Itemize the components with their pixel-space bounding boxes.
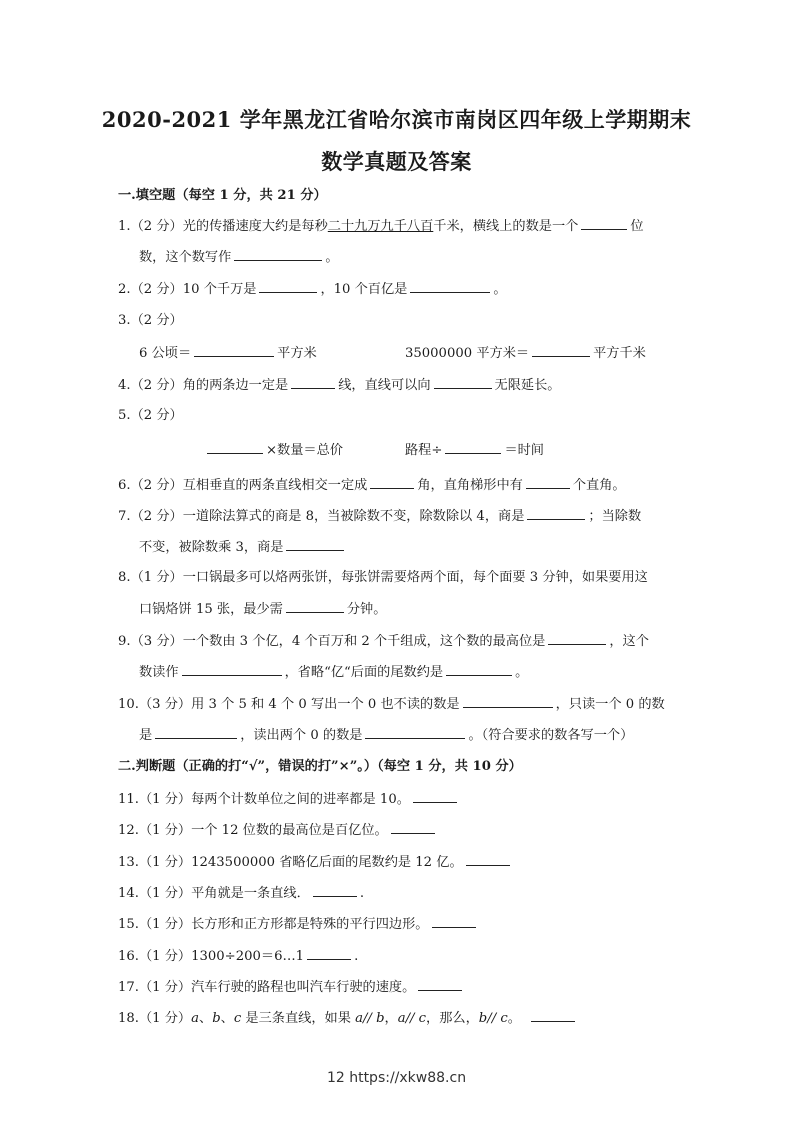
answer-blank[interactable] [466,852,510,866]
answer-blank[interactable] [531,1008,575,1022]
question-5: 5.（2 分） [118,408,183,423]
answer-blank[interactable] [307,946,351,960]
question-3-part-b: 35000000 平方米＝ 平方千米 [405,343,646,364]
question-5-part-a: ×数量＝总价 [204,440,343,461]
answer-blank[interactable] [155,725,237,739]
answer-blank[interactable] [445,440,501,454]
answer-blank[interactable] [259,279,317,293]
section-2-heading: 二.判断题（正确的打“√”，错误的打”×”。）（每空 1 分，共 10 分） [118,759,522,774]
answer-blank[interactable] [194,343,274,357]
question-6: 6.（2 分）互相垂直的两条直线相交一定成 角，直角梯形中有 个直角。 [118,475,626,496]
question-12: 12.（1 分）一个 12 位数的最高位是百亿位。 [118,820,438,841]
question-8: 8.（1 分）一口锅最多可以烙两张饼，每张饼需要烙两个面，每个面要 3 分钟，如果要用这 [118,570,648,585]
answer-blank[interactable] [313,883,357,897]
answer-blank[interactable] [291,375,335,389]
title-line-1: 2020-2021 学年黑龙江省哈尔滨市南岗区四年级上学期期末 [101,107,692,132]
question-7: 7.（2 分）一道除法算式的商是 8，当被除数不变，除数除以 4，商是 ；当除数 [118,506,641,527]
answer-blank[interactable] [432,914,476,928]
question-13: 13.（1 分）1243500000 省略亿后面的尾数约是 12 亿。 [118,852,513,873]
section-1-heading: 一.填空题（每空 1 分，共 21 分） [118,188,327,203]
question-10-cont: 是 ，读出两个 0 的数是 。（符合要求的数各写一个） [139,725,633,746]
question-14: 14.（1 分）平角就是一条直线． . [118,883,364,904]
answer-blank[interactable] [463,694,553,708]
question-1: 1.（2 分）光的传播速度大约是每秒二十九万九千八百千米，横线上的数是一个 位 [118,216,644,237]
answer-blank[interactable] [365,725,465,739]
answer-blank[interactable] [532,343,590,357]
question-5-part-b: 路程÷ ＝时间 [405,440,544,461]
page-footer: 12 https://xkw88.cn [326,1070,467,1086]
question-1-cont: 数，这个数写作 。 [139,247,339,268]
title-line-2: 数学真题及答案 [321,149,472,174]
question-18: 18.（1 分）a、b、c 是三条直线，如果 a// b，a// c，那么，b// c。 [118,1008,578,1029]
question-15: 15.（1 分）长方形和正方形都是特殊的平行四边形。 [118,914,479,935]
question-10: 10.（3 分）用 3 个 5 和 4 个 0 写出一个 0 也不读的数是 ，只读一个 0 的数 [118,694,665,715]
answer-blank[interactable] [182,662,282,676]
answer-blank[interactable] [434,375,492,389]
answer-blank[interactable] [413,789,457,803]
question-3-part-a: 6 公顷＝ 平方米 [139,343,317,364]
answer-blank[interactable] [391,820,435,834]
answer-blank[interactable] [410,279,490,293]
answer-blank[interactable] [446,662,512,676]
answer-blank[interactable] [526,475,570,489]
answer-blank[interactable] [527,506,585,520]
question-7-cont: 不变，被除数乘 3，商是 [139,537,347,558]
question-16: 16.（1 分）1300÷200＝6…1 . [118,946,358,967]
answer-blank[interactable] [234,247,322,261]
answer-blank[interactable] [370,475,414,489]
question-8-cont: 口锅烙饼 15 张，最少需 分钟。 [139,599,386,620]
question-9: 9.（3 分）一个数由 3 个亿，4 个百万和 2 个千组成，这个数的最高位是 ，这个 [118,631,649,652]
question-2: 2.（2 分）10 个千万是 ，10 个百亿是 。 [118,279,507,300]
answer-blank[interactable] [581,216,627,230]
answer-blank[interactable] [286,599,344,613]
question-4: 4.（2 分）角的两条边一定是 线，直线可以向 无限延长。 [118,375,560,396]
answer-blank[interactable] [207,440,263,454]
question-17: 17.（1 分）汽车行驶的路程也叫汽车行驶的速度。 [118,977,465,998]
answer-blank[interactable] [418,977,462,991]
question-11: 11.（1 分）每两个计数单位之间的进率都是 10。 [118,789,460,810]
question-9-cont: 数读作 ，省略“亿“后面的尾数约是 。 [139,662,528,683]
question-3: 3.（2 分） [118,313,183,328]
answer-blank[interactable] [548,631,606,645]
answer-blank[interactable] [286,537,344,551]
